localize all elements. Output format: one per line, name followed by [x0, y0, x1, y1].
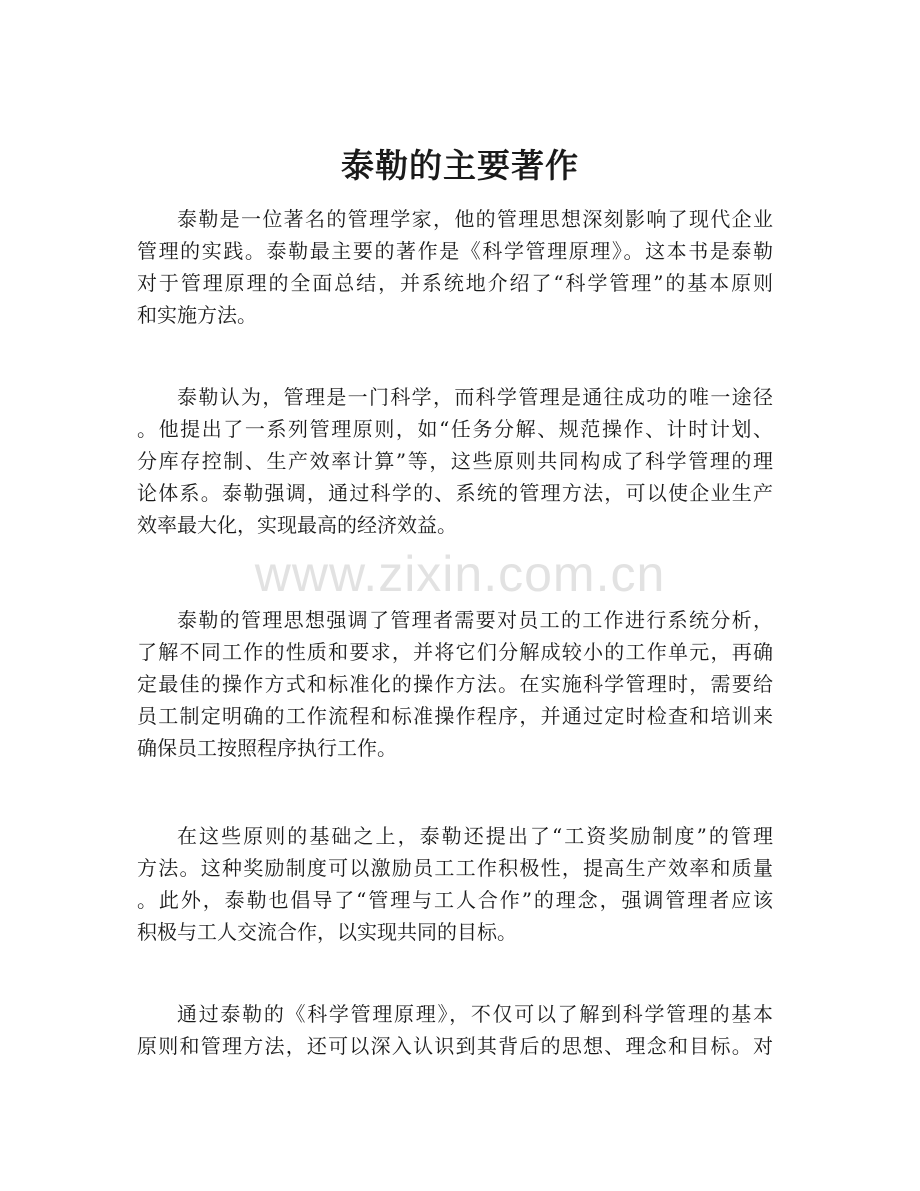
- paragraph-line: 效率最大化，实现最高的经济效益。: [137, 513, 457, 537]
- paragraph-line: 了解不同工作的性质和要求，并将它们分解成较小的工作单元，再确: [137, 640, 773, 664]
- paragraph-line: 管理的实践。泰勒最主要的著作是《科学管理原理》。这本书是泰勒: [137, 239, 773, 263]
- paragraph-line: 泰勒认为，管理是一门科学，而科学管理是通往成功的唯一途径: [177, 385, 773, 409]
- paragraph-line: 积极与工人交流合作，以实现共同的目标。: [137, 920, 517, 944]
- paragraph-line: 泰勒的管理思想强调了管理者需要对员工的工作进行系统分析，: [177, 608, 773, 632]
- paragraph-line: 定最佳的操作方式和标准化的操作方法。在实施科学管理时，需要给: [137, 672, 773, 696]
- paragraph-line: 通过泰勒的《科学管理原理》，不仅可以了解到科学管理的基本: [177, 1002, 773, 1026]
- paragraph-line: 。此外，泰勒也倡导了“管理与工人合作”的理念，强调管理者应该: [137, 888, 773, 912]
- paragraph-line: 确保员工按照程序执行工作。: [137, 736, 397, 760]
- paragraph-4: [137, 820, 773, 948]
- paragraph-2: [137, 381, 773, 541]
- paragraph-line: 方法。这种奖励制度可以激励员工工作积极性，提高生产效率和质量: [137, 856, 773, 880]
- paragraph-line: 员工制定明确的工作流程和标准操作程序，并通过定时检查和培训来: [137, 704, 773, 728]
- paragraph-line: 和实施方法。: [137, 303, 257, 327]
- page-title: 泰勒的主要著作: [341, 146, 579, 185]
- paragraph-line: 原则和管理方法，还可以深入认识到其背后的思想、理念和目标。对: [137, 1034, 773, 1058]
- paragraph-3: [137, 604, 773, 764]
- watermark: www.zixin.com.cn: [254, 546, 666, 602]
- paragraph-1: [137, 203, 773, 331]
- paragraph-line: 对于管理原理的全面总结，并系统地介绍了“科学管理”的基本原则: [137, 271, 773, 295]
- paragraph-line: 在这些原则的基础之上，泰勒还提出了“工资奖励制度”的管理: [177, 824, 773, 848]
- paragraph-5: [137, 998, 773, 1062]
- paragraph-line: 泰勒是一位著名的管理学家，他的管理思想深刻影响了现代企业: [177, 207, 773, 231]
- paragraph-line: 分库存控制、生产效率计算”等，这些原则共同构成了科学管理的理: [137, 449, 773, 473]
- paragraph-line: 。他提出了一系列管理原则，如“任务分解、规范操作、计时计划、: [137, 417, 773, 441]
- paragraph-line: 论体系。泰勒强调，通过科学的、系统的管理方法，可以使企业生产: [137, 481, 773, 505]
